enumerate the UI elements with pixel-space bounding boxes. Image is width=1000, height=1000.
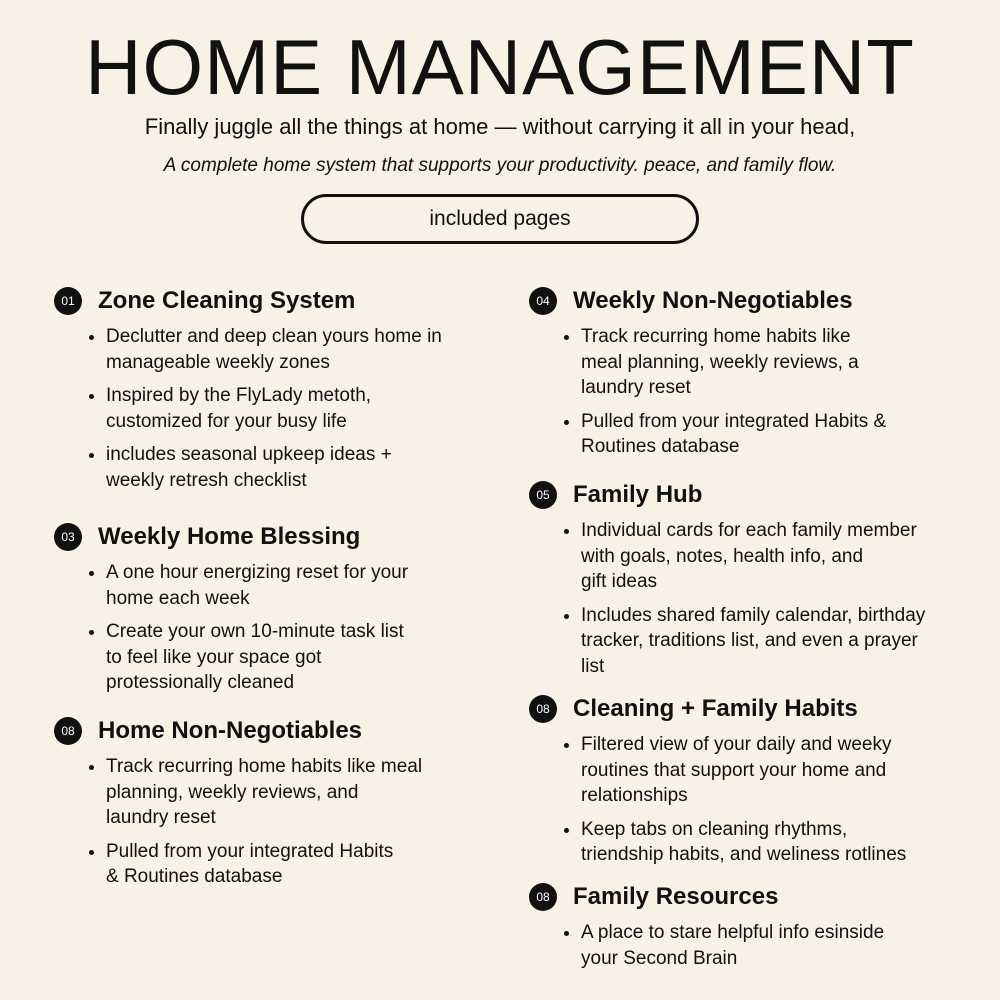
section-title: Zone Cleaning System	[98, 287, 356, 314]
section-title: Home Non-Negotiables	[98, 717, 363, 744]
section-cleaning-family-habits	[529, 692, 959, 880]
section-weekly-home-blessing	[54, 520, 484, 714]
bullet-item: Declutter and deep clean yours home in manageable weekly zones	[106, 324, 484, 375]
section-number-badge: 08	[529, 883, 557, 911]
section-number-badge: 05	[529, 481, 557, 509]
section-number-badge: 08	[529, 695, 557, 723]
section-weekly-non-negotiables	[529, 284, 959, 478]
left-column	[54, 284, 484, 898]
bullet-item: Pulled from your integrated Habits & Routines database	[106, 839, 484, 890]
bullet-item: Track recurring home habits like meal planning, weekly reviews, and laundry reset	[106, 754, 484, 831]
section-family-hub	[529, 478, 959, 692]
section-number-badge: 04	[529, 287, 557, 315]
section-title: Weekly Non-Negotiables	[573, 287, 853, 314]
bullet-item: Individual cards for each family member with goals, notes, health info, and gift ideas	[581, 518, 959, 595]
page-title: HOME MANAGEMENT	[85, 23, 915, 111]
bullet-item: Inspired by the FlyLady metoth, customized for your busy life	[106, 383, 484, 434]
bullet-item: A one hour energizing reset for your home each week	[106, 560, 484, 611]
section-title: Family Resources	[573, 883, 779, 910]
section-family-resources	[529, 880, 959, 971]
included-pages-pill	[301, 194, 699, 244]
section-title: Weekly Home Blessing	[98, 523, 361, 550]
section-number-badge: 03	[54, 523, 82, 551]
subtitle: Finally juggle all the things at home — without carrying it all in your head,	[144, 114, 856, 139]
bullet-item: Pulled from your integrated Habits & Routines database	[581, 409, 959, 460]
bullet-item: Filtered view of your daily and weeky routines that support your home and relationships	[581, 732, 959, 809]
section-zone-cleaning	[54, 284, 484, 520]
section-number-badge: 08	[54, 717, 82, 745]
section-title: Cleaning + Family Habits	[573, 695, 858, 722]
included-pages-label: included pages	[429, 207, 571, 230]
bullet-item: A place to stare helpful info esinside your Second Brain	[581, 920, 959, 971]
right-column	[529, 284, 959, 979]
bullet-item: Create your own 10-minute task list to feel like your space got protessionally cleaned	[106, 619, 484, 696]
section-number-badge: 01	[54, 287, 82, 315]
bullet-item: Track recurring home habits like meal planning, weekly reviews, a laundry reset	[581, 324, 959, 401]
tagline: A complete home system that supports your productivity. peace, and family flow.	[163, 155, 837, 176]
bullet-item: Keep tabs on cleaning rhythms, triendship habits, and weliness rotlines	[581, 817, 959, 868]
section-home-non-negotiables	[54, 714, 484, 890]
section-title: Family Hub	[573, 481, 703, 508]
bullet-item: includes seasonal upkeep ideas + weekly retresh checklist	[106, 442, 484, 493]
bullet-item: Includes shared family calendar, birthday tracker, traditions list, and even a prayer list	[581, 603, 959, 680]
